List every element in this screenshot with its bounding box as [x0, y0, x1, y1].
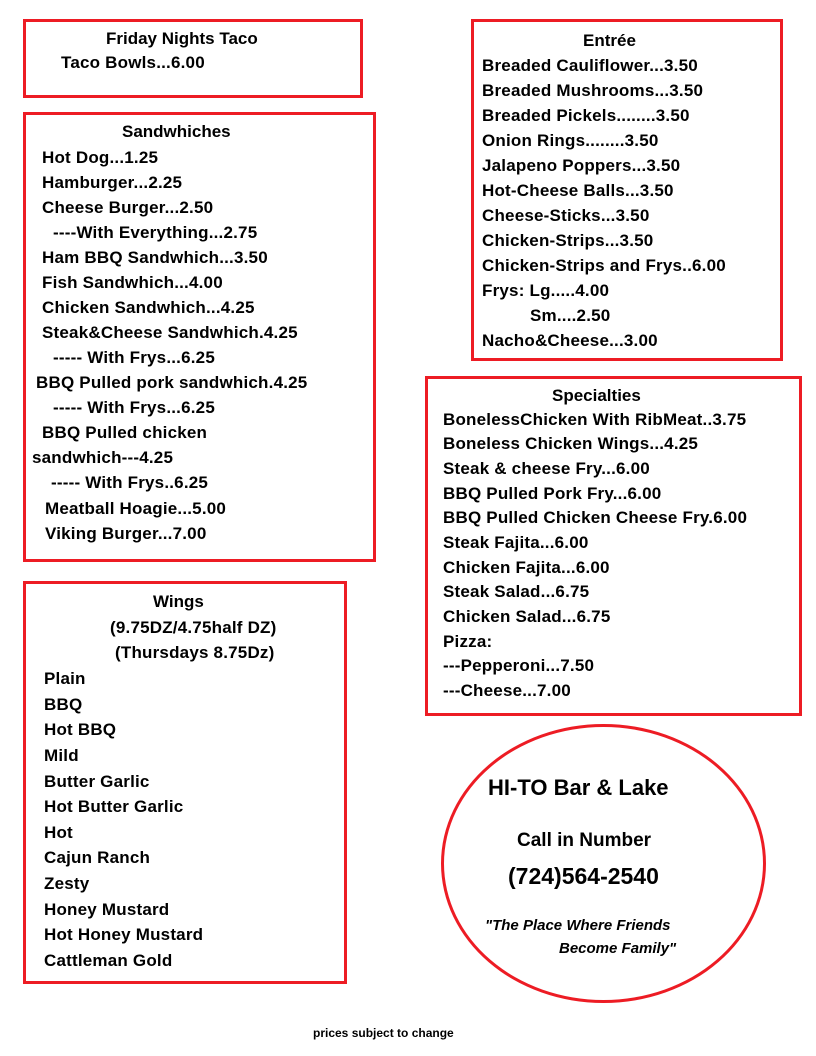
- menu-item: Steak Salad...6.75: [443, 582, 590, 601]
- menu-item: Boneless Chicken Wings...4.25: [443, 434, 699, 453]
- menu-item: Breaded Cauliflower...3.50: [482, 56, 698, 75]
- menu-item: ----With Everything...2.75: [53, 223, 258, 242]
- wing-flavor: Cattleman Gold: [44, 951, 173, 970]
- friday-taco-title: Friday Nights Taco: [106, 29, 258, 48]
- menu-item: BonelessChicken With RibMeat..3.75: [443, 410, 747, 429]
- menu-item: Chicken-Strips and Frys..6.00: [482, 256, 726, 275]
- menu-item: Fish Sandwhich...4.00: [42, 273, 223, 292]
- wing-flavor: Hot Honey Mustard: [44, 925, 204, 944]
- menu-item: Chicken Salad...6.75: [443, 607, 611, 626]
- wing-flavor: Hot BBQ: [44, 720, 117, 739]
- menu-item: Viking Burger...7.00: [45, 524, 207, 543]
- slogan-line-2: Become Family": [559, 940, 677, 957]
- wings-price-note: (9.75DZ/4.75half DZ): [110, 618, 277, 637]
- menu-item: Onion Rings........3.50: [482, 131, 659, 150]
- menu-item: Hamburger...2.25: [42, 173, 183, 192]
- menu-item: ---Cheese...7.00: [443, 681, 571, 700]
- menu-item: Steak & cheese Fry...6.00: [443, 459, 650, 478]
- menu-item: Nacho&Cheese...3.00: [482, 331, 658, 350]
- menu-item: Cheese Burger...2.50: [42, 198, 214, 217]
- specialties-box: [425, 376, 802, 716]
- menu-item: Meatball Hoagie...5.00: [45, 499, 227, 518]
- menu-item: Sm....2.50: [530, 306, 611, 325]
- menu-item: Hot Dog...1.25: [42, 148, 159, 167]
- menu-item: BBQ Pulled chicken: [42, 423, 208, 442]
- menu-item: Chicken Fajita...6.00: [443, 558, 610, 577]
- menu-item: Hot-Cheese Balls...3.50: [482, 181, 674, 200]
- menu-item: ----- With Frys..6.25: [51, 473, 209, 492]
- wing-flavor: Butter Garlic: [44, 772, 150, 791]
- menu-item: Chicken-Strips...3.50: [482, 231, 654, 250]
- price-disclaimer: prices subject to change: [313, 1026, 454, 1040]
- restaurant-name: HI-TO Bar & Lake: [488, 775, 669, 800]
- slogan-line-1: "The Place Where Friends: [485, 917, 671, 934]
- wings-thursday-note: (Thursdays 8.75Dz): [115, 643, 275, 662]
- menu-item: Ham BBQ Sandwhich...3.50: [42, 248, 268, 267]
- entree-title: Entrée: [583, 31, 636, 50]
- wing-flavor: Hot Butter Garlic: [44, 797, 184, 816]
- friday-taco-box: [23, 19, 363, 98]
- menu-item: Pizza:: [443, 632, 493, 651]
- menu-item: Breaded Pickels........3.50: [482, 106, 690, 125]
- wing-flavor: Zesty: [44, 874, 90, 893]
- menu-item: BBQ Pulled Pork Fry...6.00: [443, 484, 662, 503]
- menu-item: ---Pepperoni...7.50: [443, 656, 595, 675]
- menu-item: sandwhich---4.25: [32, 448, 174, 467]
- menu-item: Cheese-Sticks...3.50: [482, 206, 650, 225]
- specialties-title: Specialties: [552, 386, 641, 405]
- menu-item: Frys: Lg.....4.00: [482, 281, 610, 300]
- menu-item: Jalapeno Poppers...3.50: [482, 156, 681, 175]
- wings-title: Wings: [153, 592, 204, 611]
- menu-item: Chicken Sandwhich...4.25: [42, 298, 255, 317]
- wing-flavor: BBQ: [44, 695, 83, 714]
- entree-box: [471, 19, 783, 361]
- wing-flavor: Mild: [44, 746, 79, 765]
- call-in-label: Call in Number: [517, 830, 652, 851]
- menu-item: BBQ Pulled pork sandwhich.4.25: [36, 373, 308, 392]
- menu-item: Taco Bowls...6.00: [61, 53, 205, 72]
- menu-item: Steak&Cheese Sandwhich.4.25: [42, 323, 298, 342]
- wing-flavor: Honey Mustard: [44, 900, 170, 919]
- wings-box: [23, 581, 347, 984]
- menu-item: ----- With Frys...6.25: [53, 398, 215, 417]
- sandwiches-box: [23, 112, 376, 562]
- menu-item: Steak Fajita...6.00: [443, 533, 589, 552]
- menu-item: BBQ Pulled Chicken Cheese Fry.6.00: [443, 508, 748, 527]
- wing-flavor: Cajun Ranch: [44, 848, 151, 867]
- wing-flavor: Hot: [44, 823, 73, 842]
- sandwiches-title: Sandwhiches: [122, 122, 231, 141]
- wing-flavor: Plain: [44, 669, 86, 688]
- menu-item: ----- With Frys...6.25: [53, 348, 215, 367]
- menu-item: Breaded Mushrooms...3.50: [482, 81, 704, 100]
- phone-number[interactable]: (724)564-2540: [508, 863, 659, 889]
